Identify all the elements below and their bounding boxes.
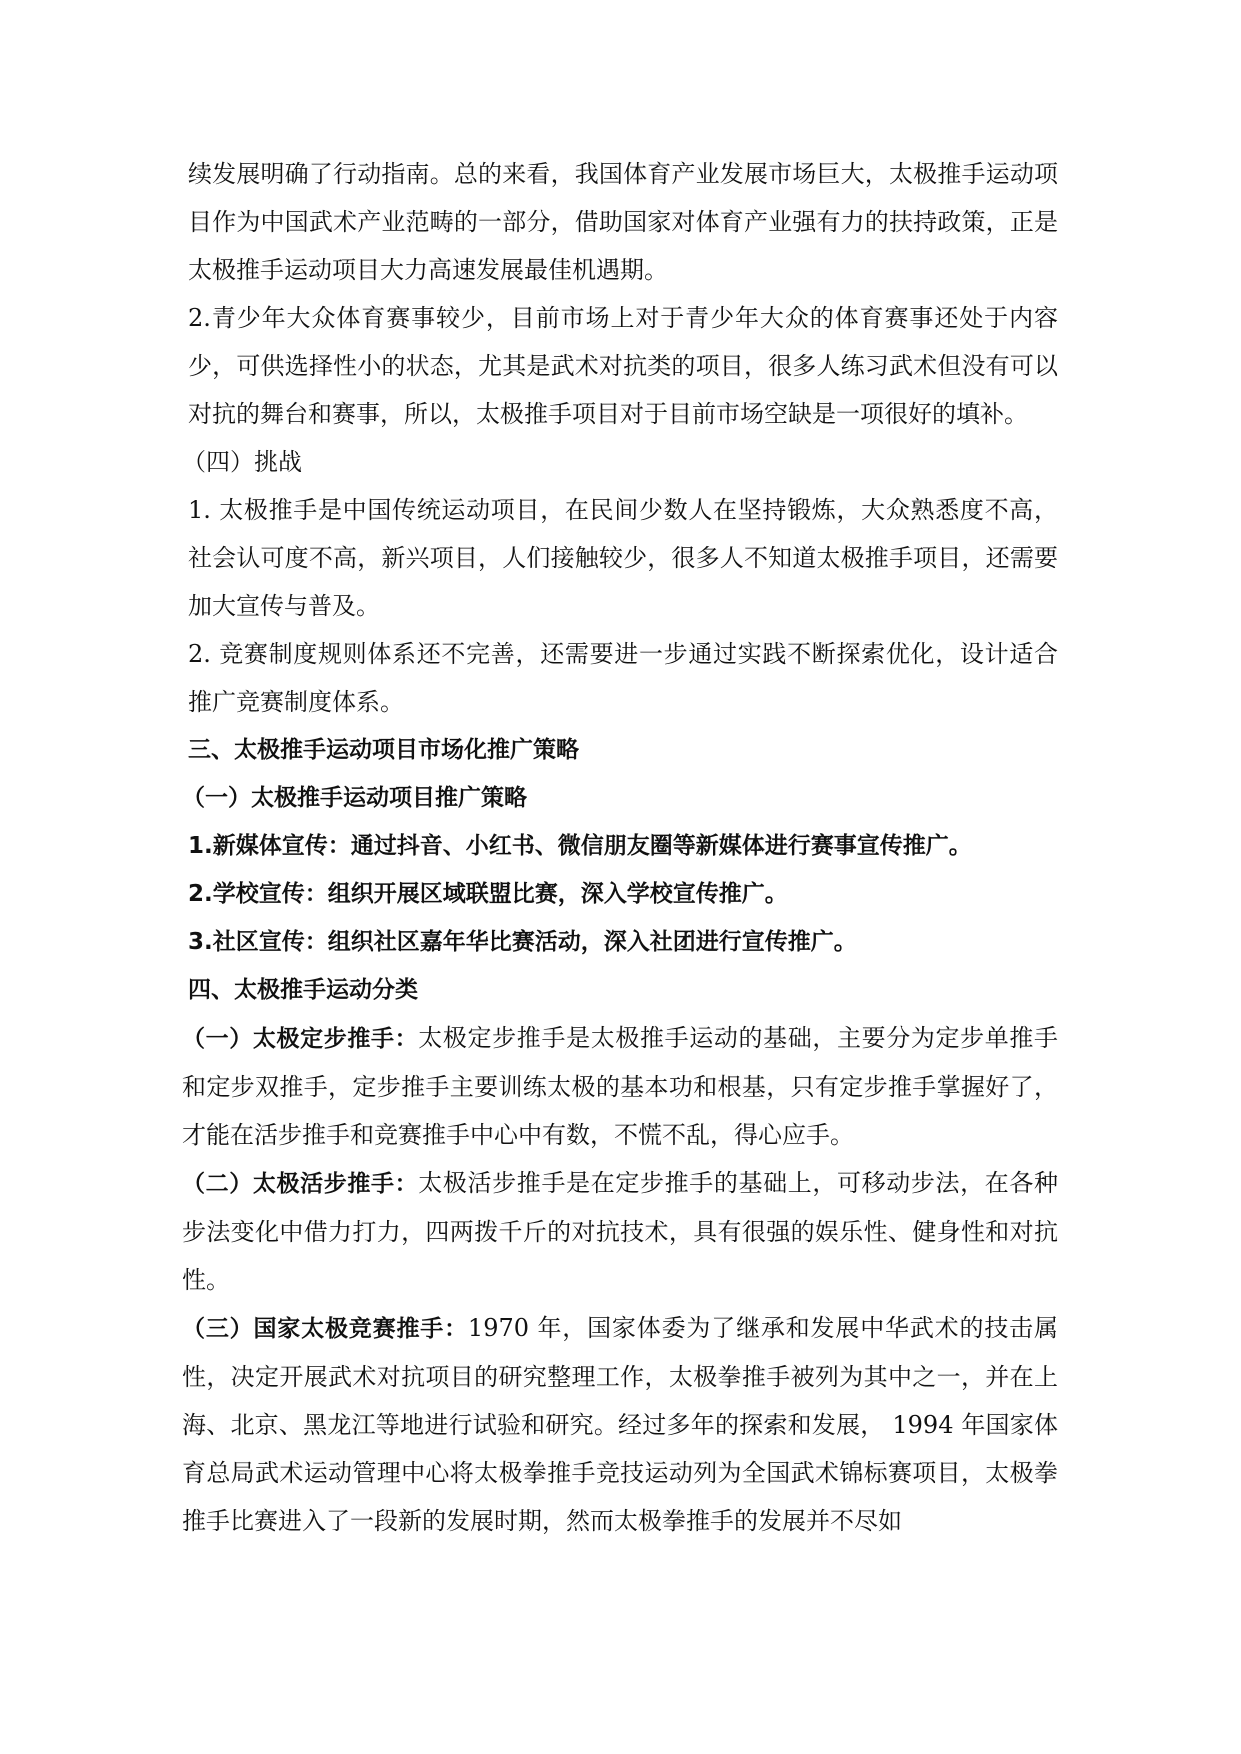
paragraph-challenge-rules: 2. 竞赛制度规则体系还不完善，还需要进一步通过实践不断探索优化，设计适合推广竞赛制度体系。 — [188, 640, 1058, 716]
subsection-heading-promotion: （一）太极推手运动项目推广策略 — [182, 785, 527, 811]
strategy-item-community: 3.社区宣传：组织社区嘉年华比赛活动，深入社团进行宣传推广。 — [188, 929, 857, 955]
lead-fixed-step: （一）太极定步推手： — [182, 1026, 419, 1052]
text-moving-step: 太极活步推手是在定步推手的基础上，可移动步法，在各种步法变化中借力打力，四两拨千斤的对抗技术，具有很强的娱乐性、健身性和对抗性。 — [182, 1169, 1059, 1294]
lead-competition: （三）国家太极竞赛推手： — [182, 1316, 468, 1342]
paragraph-youth-events: 2.青少年大众体育赛事较少，目前市场上对于青少年大众的体育赛事还处于内容少，可供选择性小的状态，尤其是武术对抗类的项目，很多人练习武术但没有可以对抗的舞台和赛事，所以，太极推手项目对于目前市场空缺是一项很好的填补。 — [188, 304, 1058, 428]
section-heading-classification: 四、太极推手运动分类 — [188, 977, 418, 1003]
text-competition: 1970 年，国家体委为了继承和发展中华武术的技击属性，决定开展武术对抗项目的研究整理工作，太极拳推手被列为其中之一，并在上海、北京、黑龙江等地进行试验和研究。经过多年的探索和发展， 1994 年国家体育总局武术运动管理中心将太极拳推手竞技运动列为全国武术锦标赛项目，太极拳推手比赛进入了一段新的发展时期，然而太极拳推手的发展并不尽如 — [182, 1314, 1058, 1535]
paragraph-fixed-step-pushhands — [182, 1014, 1058, 1159]
section-heading-challenges: （四）挑战 — [182, 448, 302, 476]
strategy-item-school: 2.学校宣传：组织开展区域联盟比赛，深入学校宣传推广。 — [188, 881, 788, 907]
document-body — [182, 150, 1059, 1545]
lead-moving-step: （二）太极活步推手： — [182, 1171, 419, 1197]
strategy-item-new-media: 1.新媒体宣传：通过抖音、小红书、微信朋友圈等新媒体进行赛事宣传推广。 — [188, 833, 972, 859]
paragraph-moving-step-pushhands — [182, 1159, 1058, 1304]
section-heading-promotion-strategy: 三、太极推手运动项目市场化推广策略 — [188, 737, 579, 763]
paragraph-industry-opportunity: 续发展明确了行动指南。总的来看，我国体育产业发展市场巨大，太极推手运动项目作为中国武术产业范畴的一部分，借助国家对体育产业强有力的扶持政策，正是太极推手运动项目大力高速发展最佳机遇期。 — [188, 160, 1058, 284]
text-fixed-step: 太极定步推手是太极推手运动的基础，主要分为定步单推手和定步双推手，定步推手主要训练太极的基本功和根基，只有定步推手掌握好了，才能在活步推手和竞赛推手中心中有数，不慌不乱，得心应手。 — [182, 1024, 1059, 1149]
paragraph-challenge-awareness: 1. 太极推手是中国传统运动项目，在民间少数人在坚持锻炼，大众熟悉度不高，社会认可度不高，新兴项目，人们接触较少，很多人不知道太极推手项目，还需要加大宣传与普及。 — [188, 496, 1058, 620]
paragraph-competition-pushhands — [182, 1304, 1058, 1545]
